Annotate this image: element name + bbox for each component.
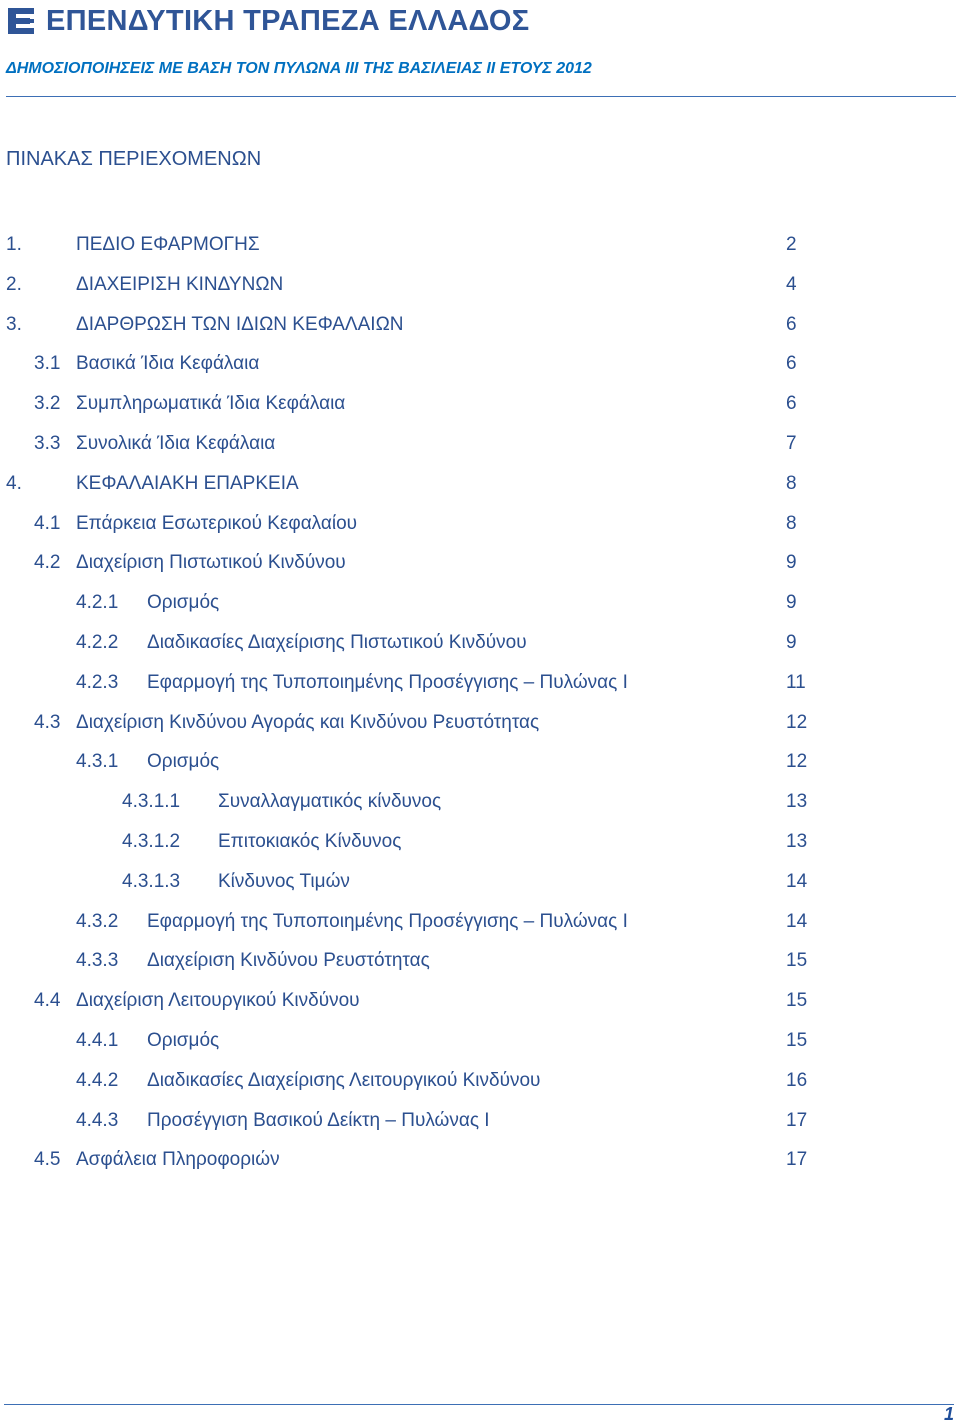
toc-entry-page: 7 — [786, 432, 797, 454]
toc-entry-page: 4 — [786, 273, 797, 295]
header-divider — [6, 96, 956, 97]
toc-entry-page: 8 — [786, 512, 797, 534]
toc-entry[interactable] — [0, 431, 960, 471]
toc-entry[interactable] — [0, 829, 960, 869]
toc-entry-number: 4.2.2 — [76, 631, 119, 653]
toc-entry-label: Διαχείριση Λειτουργικού Κινδύνου — [76, 990, 360, 1012]
toc-entry-page: 9 — [786, 592, 797, 614]
toc-entry-number: 4.2 — [34, 552, 61, 574]
toc-entry-label: Βασικά Ίδια Κεφάλαια — [76, 353, 260, 375]
toc-entry[interactable] — [0, 1068, 960, 1108]
toc-entry-label: Ορισμός — [147, 1029, 220, 1051]
toc-entry-number: 4.3.3 — [76, 950, 119, 972]
toc-entry-label: Διαχείριση Κινδύνου Αγοράς και Κινδύνου Ρευστότητας — [76, 711, 540, 733]
toc-entry[interactable] — [0, 710, 960, 750]
toc-entry-label: Ασφάλεια Πληροφοριών — [76, 1149, 280, 1171]
toc-entry-label: Εφαρμογή της Τυποποιημένης Προσέγγισης – Πυλώνας Ι — [147, 910, 628, 932]
toc-entry[interactable] — [0, 351, 960, 391]
document-subtitle: ΔΗΜΟΣΙΟΠΟΙΗΣΕΙΣ ΜΕ ΒΑΣΗ ΤΟΝ ΠΥΛΩΝΑ ΙΙΙ ΤΗΣ ΒΑΣΙΛΕΙΑΣ ΙΙ ΕΤΟΥΣ 2012 — [6, 60, 592, 77]
toc-entry[interactable] — [0, 511, 960, 551]
toc-entry[interactable] — [0, 391, 960, 431]
toc-entry-label: Συναλλαγματικός κίνδυνος — [218, 791, 442, 813]
toc-entry-page: 9 — [786, 552, 797, 574]
toc-entry-page: 17 — [786, 1149, 808, 1171]
toc-entry-page: 17 — [786, 1109, 808, 1131]
toc-entry-label: Διαδικασίες Διαχείρισης Πιστωτικού Κινδύνου — [147, 631, 527, 653]
toc-entry-number: 3.1 — [34, 353, 61, 375]
toc-entry[interactable] — [0, 988, 960, 1028]
toc-entry-page: 6 — [786, 353, 797, 375]
toc-entry-number: 4.4.2 — [76, 1069, 119, 1091]
toc-entry-number: 4.2.3 — [76, 671, 119, 693]
toc-entry-label: Διαχείριση Κινδύνου Ρευστότητας — [147, 950, 430, 972]
toc-entry-number: 4.3.1.3 — [122, 870, 181, 892]
toc-entry-page: 11 — [786, 671, 806, 693]
toc-entry-label: Εφαρμογή της Τυποποιημένης Προσέγγισης – Πυλώνας Ι — [147, 671, 628, 693]
toc-entry-number: 3.2 — [34, 393, 61, 415]
toc-entry-page: 6 — [786, 313, 797, 335]
toc-entry[interactable] — [0, 590, 960, 630]
toc-entry-page: 14 — [786, 870, 808, 892]
footer-divider — [4, 1404, 954, 1405]
page-number: 1 — [943, 1404, 954, 1424]
toc-entry-label: Ορισμός — [147, 592, 220, 614]
toc-entry-number: 4.3.1.1 — [122, 791, 181, 813]
toc-entry-number: 3.3 — [34, 432, 61, 454]
toc-title: ΠΙΝΑΚΑΣ ΠΕΡΙΕΧΟΜΕΝΩΝ — [6, 148, 262, 170]
toc-entry-page: 12 — [786, 711, 808, 733]
toc-entry[interactable] — [0, 670, 960, 710]
toc-entry-number: 1. — [6, 234, 22, 255]
toc-entry-number: 4.3.2 — [76, 910, 119, 932]
toc-entry[interactable] — [0, 630, 960, 670]
toc-entry-page: 13 — [786, 830, 808, 852]
toc-entry[interactable] — [0, 948, 960, 988]
bank-name: ΕΠΕΝΔΥΤΙΚΗ ΤΡΑΠΕΖΑ ΕΛΛΑΔΟΣ — [46, 4, 530, 37]
toc-entry-label: ΔΙΑΡΘΡΩΣΗ ΤΩΝ ΙΔΙΩΝ ΚΕΦΑΛΑΙΩΝ — [76, 313, 404, 335]
toc-entry-number: 4.1 — [34, 512, 61, 534]
toc-entry-number: 4.4.3 — [76, 1109, 119, 1131]
toc-entry-number: 4.3 — [34, 711, 61, 733]
toc-entry[interactable] — [0, 550, 960, 590]
toc-entry[interactable] — [0, 232, 960, 272]
toc-entry-page: 15 — [786, 1029, 808, 1051]
table-of-contents — [0, 232, 960, 1187]
toc-entry-page: 14 — [786, 910, 808, 932]
toc-entry-label: Επάρκεια Εσωτερικού Κεφαλαίου — [76, 512, 358, 534]
toc-entry-page: 6 — [786, 393, 797, 415]
toc-entry-number: 4.4 — [34, 990, 61, 1012]
toc-entry-page: 9 — [786, 631, 797, 653]
toc-entry-number: 4.5 — [34, 1149, 61, 1171]
toc-entry-label: Συμπληρωματικά Ίδια Κεφάλαια — [76, 393, 346, 415]
toc-entry-number: 4. — [6, 472, 22, 494]
toc-entry-label: ΔΙΑΧΕΙΡΙΣΗ ΚΙΝΔΥΝΩΝ — [76, 273, 284, 295]
toc-entry-page: 15 — [786, 950, 808, 972]
toc-entry-number: 4.4.1 — [76, 1029, 119, 1051]
toc-entry-label: Συνολικά Ίδια Κεφάλαια — [76, 432, 276, 454]
toc-entry-number: 4.3.1 — [76, 751, 119, 773]
toc-entry-page: 2 — [786, 234, 797, 255]
toc-entry-number: 2. — [6, 273, 22, 295]
toc-entry[interactable] — [0, 789, 960, 829]
bank-logo-icon — [6, 6, 36, 36]
toc-entry-label: Προσέγγιση Βασικού Δείκτη – Πυλώνας Ι — [147, 1109, 490, 1131]
toc-entry-number: 4.2.1 — [76, 592, 119, 614]
toc-entry-label: Διαδικασίες Διαχείρισης Λειτουργικού Κινδύνου — [147, 1069, 541, 1091]
toc-entry[interactable] — [0, 1028, 960, 1068]
toc-entry-label: Διαχείριση Πιστωτικού Κινδύνου — [76, 552, 346, 574]
toc-entry[interactable] — [0, 272, 960, 312]
toc-entry-page: 12 — [786, 751, 808, 773]
toc-entry[interactable] — [0, 749, 960, 789]
toc-entry-page: 8 — [786, 472, 797, 494]
toc-entry-label: ΠΕΔΙΟ ΕΦΑΡΜΟΓΗΣ — [76, 234, 260, 255]
header — [6, 4, 529, 38]
toc-entry-page: 16 — [786, 1069, 808, 1091]
toc-entry-page: 13 — [786, 791, 808, 813]
toc-entry-number: 3. — [6, 313, 22, 335]
toc-entry[interactable] — [0, 909, 960, 949]
toc-entry-number: 4.3.1.2 — [122, 830, 181, 852]
toc-entry[interactable] — [0, 1147, 960, 1187]
toc-entry-label: Επιτοκιακός Κίνδυνος — [218, 830, 402, 852]
toc-entry-label: ΚΕΦΑΛΑΙΑΚΗ ΕΠΑΡΚΕΙΑ — [76, 472, 299, 494]
toc-entry[interactable] — [0, 869, 960, 909]
toc-entry-page: 15 — [786, 990, 808, 1012]
toc-entry[interactable] — [0, 1108, 960, 1148]
toc-entry[interactable] — [0, 312, 960, 352]
toc-entry-label: Ορισμός — [147, 751, 220, 773]
toc-entry-label: Κίνδυνος Τιμών — [218, 870, 350, 892]
toc-entry[interactable] — [0, 471, 960, 511]
